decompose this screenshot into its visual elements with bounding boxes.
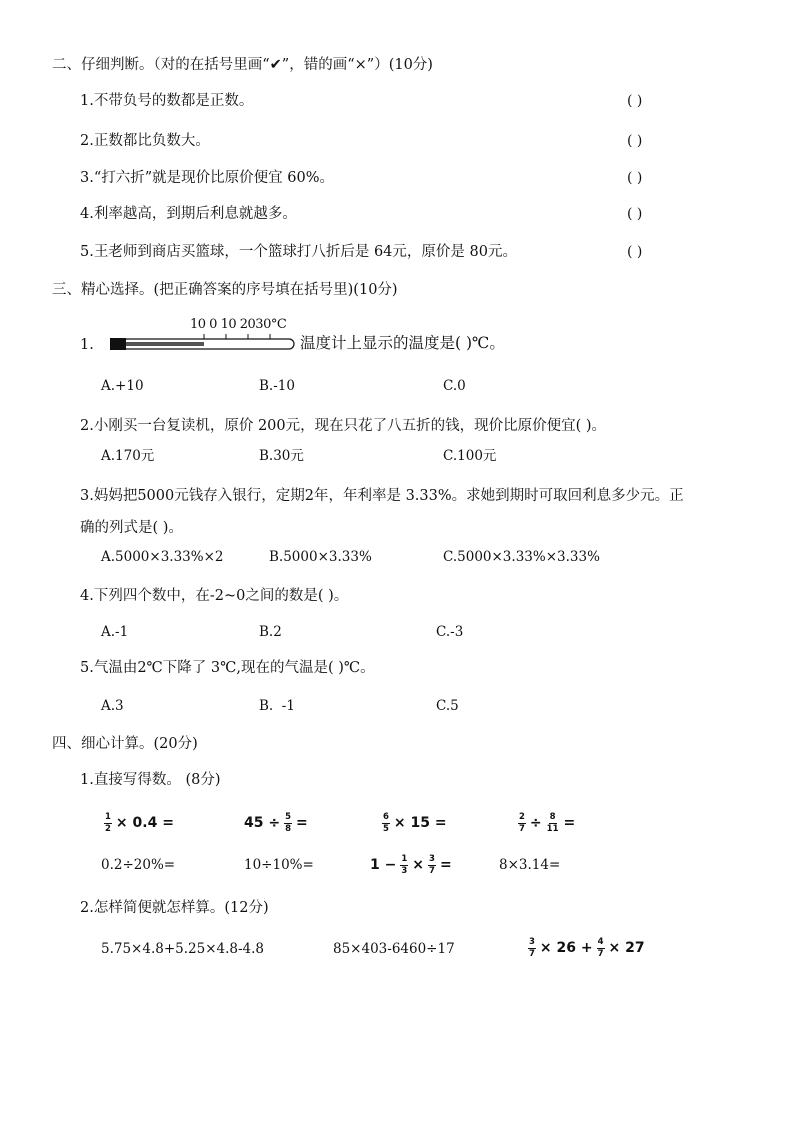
calc-simplify-3 (527, 938, 645, 958)
choice-q2-option-c[interactable]: C.100元 (443, 448, 497, 464)
fraction (104, 813, 112, 833)
expr-rest: × 0.4 = (115, 815, 174, 831)
judge-q5: 5.王老师到商店买篮球，一个篮球打八折后是 64元，原价是 80元。 (80, 244, 517, 260)
choice-q3-text-line2: 确的列式是( )。 (80, 520, 183, 536)
calc-expr-1 (103, 813, 174, 833)
choice-q4-option-a[interactable]: A.-1 (101, 624, 129, 640)
thermometer-scale-labels: 10 0 10 2030°C (190, 317, 287, 332)
calc-simplify-1: 5.75×4.8+5.25×4.8-4.8 (101, 941, 265, 957)
fraction-denominator: 8 (285, 823, 292, 834)
fraction-denominator: 7 (519, 823, 525, 834)
fraction-numerator: 6 (383, 812, 389, 822)
fraction-numerator: 1 (401, 854, 408, 864)
fraction-numerator: 3 (429, 854, 435, 864)
choice-q4-text: 4.下列四个数中，在-2~0之间的数是( )。 (80, 588, 349, 604)
choice-q5-text: 5.气温由2℃下降了 3℃,现在的气温是( )℃。 (80, 660, 375, 676)
expr-lead: 1 − (370, 857, 397, 873)
choice-q1-option-b[interactable]: B.-10 (259, 378, 295, 394)
expr-lead: 45 ÷ (244, 815, 281, 831)
calc-part1-title: 1.直接写得数。 (8分) (80, 772, 221, 788)
calc-expr-4 (517, 813, 575, 833)
fraction (528, 938, 536, 958)
fraction-denominator: 2 (105, 823, 111, 834)
fraction (382, 813, 390, 833)
fraction (428, 855, 436, 875)
fraction (546, 813, 560, 833)
fraction-denominator: 7 (429, 865, 435, 876)
choice-q4-option-c[interactable]: C.-3 (436, 624, 464, 640)
judge-q1: 1.不带负号的数都是正数。 (80, 93, 254, 109)
expr-middle: × 26 + (539, 940, 593, 956)
judge-q3-answer-paren[interactable]: ( ) (627, 170, 643, 186)
choice-q3-option-a[interactable]: A.5000×3.33%×2 (101, 549, 224, 565)
choice-q5-option-a[interactable]: A.3 (101, 698, 124, 714)
thermometer-icon (108, 317, 298, 360)
section3-title: 三、精心选择。(把正确答案的序号填在括号里)(10分) (52, 282, 398, 298)
judge-q3: 3.“打六折”就是现价比原价便宜 60%。 (80, 170, 334, 186)
fraction-denominator: 11 (546, 823, 559, 834)
choice-q4-option-b[interactable]: B.2 (259, 624, 282, 640)
fraction-numerator: 5 (285, 812, 292, 822)
fraction-numerator: 4 (597, 937, 604, 947)
judge-q4: 4.利率越高，到期后利息就越多。 (80, 206, 297, 222)
fraction (597, 938, 605, 958)
judge-q2: 2.正数都比负数大。 (80, 133, 210, 149)
expr-rest: = (563, 815, 576, 831)
fraction (284, 813, 292, 833)
calc-expr-5: 0.2÷20%= (101, 857, 176, 873)
calc-expr-6: 10÷10%= (244, 857, 314, 873)
fraction-numerator: 2 (519, 812, 525, 822)
fraction-denominator: 3 (401, 865, 408, 876)
judge-q1-answer-paren[interactable]: ( ) (627, 93, 643, 109)
choice-q1-option-a[interactable]: A.+10 (101, 378, 144, 394)
judge-q5-answer-paren[interactable]: ( ) (627, 244, 643, 260)
expr-rest: = (296, 815, 308, 831)
choice-q1-number: 1. (80, 337, 94, 353)
expr-operator: ÷ (529, 815, 542, 831)
section2-title: 二、仔细判断。（对的在括号里画“✔”，错的画“×”）(10分) (52, 57, 433, 73)
choice-q2-option-a[interactable]: A.170元 (101, 448, 155, 464)
thermometer-figure (108, 317, 298, 360)
fraction-denominator: 5 (383, 823, 389, 834)
fraction-denominator: 7 (529, 948, 535, 959)
calc-expr-2 (244, 813, 308, 833)
calc-expr-8: 8×3.14= (499, 857, 561, 873)
section4-title: 四、细心计算。(20分) (52, 736, 198, 752)
expr-rest: × 15 = (393, 815, 447, 831)
choice-q3-option-c[interactable]: C.5000×3.33%×3.33% (443, 549, 600, 565)
choice-q3-option-b[interactable]: B.5000×3.33% (269, 549, 372, 565)
choice-q3-text-line1: 3.妈妈把5000元钱存入银行，定期2年，年利率是 3.33%。求她到期时可取回利息多少元。正 (80, 488, 684, 504)
calc-expr-3 (381, 813, 447, 833)
fraction-numerator: 3 (529, 937, 535, 947)
choice-q1-text: 温度计上显示的温度是( )℃。 (300, 334, 505, 352)
expr-operator: × (412, 857, 425, 873)
choice-q2-option-b[interactable]: B.30元 (259, 448, 304, 464)
calc-simplify-2: 85×403-6460÷17 (333, 941, 455, 957)
choice-q1-option-c[interactable]: C.0 (443, 378, 466, 394)
calc-expr-7 (370, 855, 452, 875)
choice-q5-option-b[interactable]: B. -1 (259, 698, 295, 714)
fraction-numerator: 1 (105, 812, 111, 822)
choice-q5-option-c[interactable]: C.5 (436, 698, 459, 714)
choice-q2-text: 2.小刚买一台复读机，原价 200元，现在只花了八五折的钱，现价比原价便宜( )。 (80, 418, 607, 434)
fraction-denominator: 7 (597, 948, 604, 959)
judge-q4-answer-paren[interactable]: ( ) (627, 206, 643, 222)
fraction-numerator: 8 (549, 812, 556, 822)
expr-rest: × 27 (608, 940, 645, 956)
fraction (400, 855, 408, 875)
expr-rest: = (439, 857, 452, 873)
fraction (518, 813, 526, 833)
judge-q2-answer-paren[interactable]: ( ) (627, 133, 643, 149)
calc-part2-title: 2.怎样简便就怎样算。(12分) (80, 900, 269, 916)
